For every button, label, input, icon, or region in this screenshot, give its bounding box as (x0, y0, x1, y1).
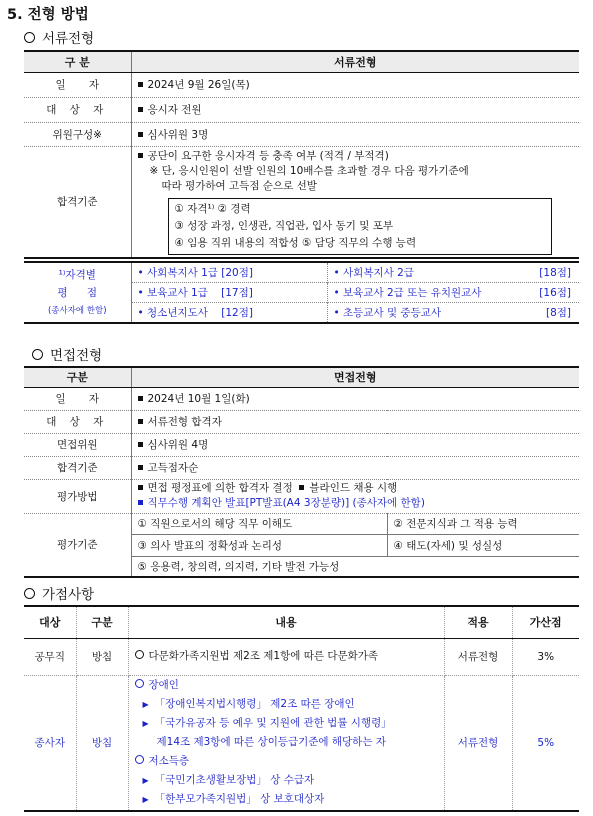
point-score: [18점] (539, 267, 571, 279)
bonus-header-content: 내용 (128, 606, 444, 638)
header-doc: 서류전형 (131, 51, 579, 72)
eval-4: ④ 태도(자세) 및 성실성 (393, 539, 503, 552)
circle-bullet-icon (135, 650, 144, 659)
points-label-2: 평 점 (57, 286, 106, 299)
row-value-target: 서류전형 합격자 (147, 416, 222, 428)
bonus-points: 5% (512, 675, 579, 811)
point-score: [8점] (545, 307, 571, 319)
point-name: 초등교사 및 중등교사 (343, 307, 441, 319)
square-bullet-icon (138, 465, 143, 470)
eval-1: ① 직원으로서의 해당 직무 이해도 (131, 513, 387, 534)
points-label (24, 262, 131, 323)
point-name: 사회복지사 1급 (147, 267, 218, 279)
bonus-apply: 서류전형 (444, 638, 512, 675)
interview-table (24, 366, 579, 578)
row-value-date: 2024년 10월 1일(화) (147, 393, 250, 405)
bonus-table (24, 605, 579, 812)
pass-main: 공단이 요구한 응시자격 등 충족 여부 (적격 / 부적격) (147, 149, 389, 162)
point-score: [16점] (539, 287, 571, 299)
triangle-bullet-icon: ▶ (142, 700, 149, 710)
square-bullet-icon (138, 442, 143, 447)
bonus-header-target: 대상 (24, 606, 76, 638)
bonus-header-apply: 적용 (444, 606, 512, 638)
square-bullet-icon (138, 419, 143, 424)
row-value-date: 2024년 9월 26일(목) (147, 79, 250, 91)
square-bullet-icon (138, 485, 143, 490)
bonus-content-2: 「장애인복지법시행령」 제2조 따른 장애인 (154, 698, 355, 711)
bonus-content-6: 「국민기초생활보장법」 상 수급자 (154, 774, 315, 787)
bonus-type: 방침 (76, 675, 128, 811)
circle-bullet-icon (135, 755, 144, 764)
pass-note-1: ※ 단, 응시인원이 선발 인원의 10배수를 초과할 경우 다음 평가기준에 (149, 164, 469, 177)
point-score: [17점] (221, 287, 253, 299)
row-label-target: 대 상 자 (24, 410, 131, 433)
interview-section-title (32, 344, 102, 364)
row-label-committee: 위원구성※ (24, 122, 131, 146)
bonus-apply: 서류전형 (444, 675, 512, 811)
square-bullet-icon (299, 485, 304, 490)
row-label-committee: 면접위원 (24, 433, 131, 456)
point-score: [12점] (221, 307, 253, 319)
point-name: 보육교사 2급 또는 유치원교사 (343, 287, 482, 299)
eval-2: ② 전문지식과 그 적용 능력 (393, 518, 518, 530)
triangle-bullet-icon: ▶ (142, 719, 149, 729)
points-table: ¹⁾자격별 평 점 (종사자에 한함) • 사회복지사 1급 [20점] • 사회복지사 2급 [18점] • 보육교사 1급 [17점] • 보육교사 2급 또는 유치원교사 [16점] • 청소년지도사 [12점] • 초등교사 및 중등교사 [8점] (24, 261, 579, 324)
row-label-date: 일 자 (24, 387, 131, 410)
bonus-section-title (24, 583, 94, 603)
eval-5: ⑤ 응용력, 창의력, 의지력, 기타 발전 가능성 (137, 560, 340, 573)
bonus-content-3: 「국가유공자 등 예우 및 지원에 관한 법률 시행령」 (154, 717, 392, 730)
bonus-target: 종사자 (24, 675, 76, 811)
interview-section-title-text: 면접전형 (50, 348, 103, 364)
criteria-2: ③ 성장 과정, 인생관, 직업관, 입사 동기 및 포부 (174, 219, 394, 232)
header-category: 구 분 (24, 51, 131, 72)
doc-screening-table (24, 50, 579, 259)
header-interview: 면접전형 (131, 367, 579, 387)
method-1a: 면접 평정표에 의한 합격자 결정 (147, 482, 293, 494)
circle-bullet-icon (24, 588, 35, 599)
eval-3: ③ 의사 발표의 정확성과 논리성 (131, 534, 387, 556)
bonus-points: 3% (512, 638, 579, 675)
method-2: 직무수행 계획안 발표[PT발표(A4 3장분량)] (종사자에 한함) (147, 497, 425, 509)
row-value-committee: 심사위원 3명 (147, 128, 209, 141)
bonus-content-1: 장애인 (148, 679, 179, 692)
row-label-eval: 평가기준 (24, 513, 131, 577)
bonus-type: 방침 (76, 638, 128, 675)
bonus-header-type: 구분 (76, 606, 128, 638)
bonus-target: 공무직 (24, 638, 76, 675)
row-value-pass: 고득점자순 (147, 462, 199, 474)
square-bullet-icon (138, 132, 143, 137)
bonus-header-points: 가산점 (512, 606, 579, 638)
row-value-committee: 심사위원 4명 (147, 439, 209, 451)
doc-section-title-text: 서류전형 (42, 31, 95, 47)
row-label-method: 평가방법 (24, 479, 131, 513)
method-1b: 블라인드 채용 시행 (309, 482, 398, 494)
criteria-1: ① 자격¹⁾ ② 경력 (174, 202, 251, 215)
row-label-pass: 합격기준 (24, 146, 131, 258)
doc-section-title (24, 27, 94, 47)
point-name: 청소년지도사 (147, 307, 208, 319)
square-bullet-icon (138, 153, 143, 158)
criteria-box (168, 198, 552, 255)
square-bullet-icon (138, 396, 143, 401)
points-label-1: ¹⁾자격별 (58, 268, 96, 281)
row-value-target: 응시자 전원 (147, 104, 202, 116)
bonus-section-title-text: 가점사항 (42, 587, 95, 603)
circle-bullet-icon (24, 32, 35, 43)
row-label-target: 대 상 자 (24, 97, 131, 122)
header-category: 구분 (24, 367, 131, 387)
triangle-bullet-icon: ▶ (142, 776, 149, 786)
square-bullet-icon (138, 500, 143, 505)
point-score: [20점] (221, 267, 253, 279)
row-label-pass: 합격기준 (24, 456, 131, 479)
pass-note-2: 따라 평가하여 고득점 순으로 선발 (161, 179, 317, 192)
bonus-content: 다문화가족지원법 제2조 제1항에 따른 다문화가족 (148, 650, 379, 662)
bonus-content-5: 저소득층 (148, 755, 190, 768)
bonus-content-4: 제14조 제3항에 따른 상이등급기준에 해당하는 자 (156, 736, 386, 749)
bonus-content-7: 「한부모가족지원법」 상 보호대상자 (154, 793, 325, 806)
circle-bullet-icon (32, 349, 43, 360)
page-title: 5. 전형 방법 (7, 7, 89, 23)
circle-bullet-icon (135, 679, 144, 688)
point-name: 사회복지사 2급 (343, 267, 414, 279)
criteria-3: ④ 임용 직위 내용의 적합성 ⑤ 담당 직무의 수행 능력 (174, 236, 417, 249)
row-label-date: 일 자 (24, 72, 131, 97)
triangle-bullet-icon: ▶ (142, 795, 149, 805)
square-bullet-icon (138, 107, 143, 112)
point-name: 보육교사 1급 (147, 287, 208, 299)
square-bullet-icon (138, 82, 143, 87)
points-label-3: (종사자에 한함) (47, 305, 107, 316)
